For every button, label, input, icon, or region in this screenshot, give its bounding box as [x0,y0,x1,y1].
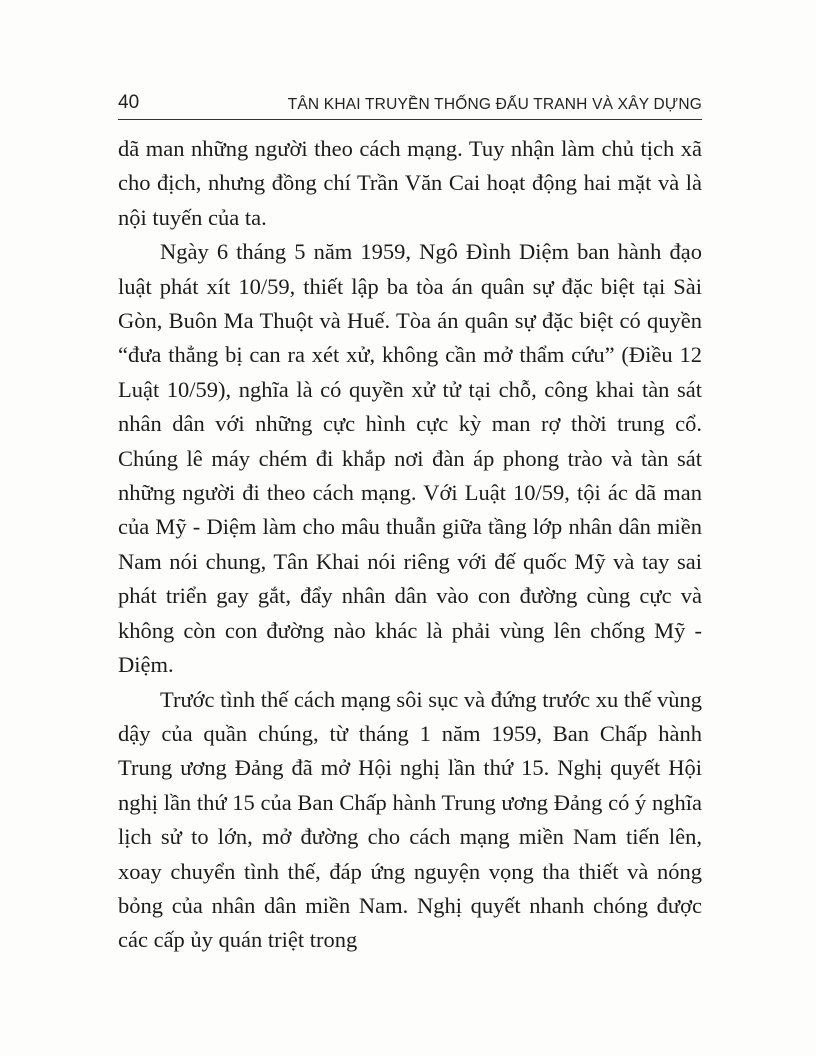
body-text [118,132,702,958]
page-number: 40 [118,92,140,113]
paragraph-law-10-59: Ngày 6 tháng 5 năm 1959, Ngô Đình Diệm ban hành đạo luật phát xít 10/59, thiết lập ba tòa án quân sự đặc biệt tại Sài Gòn, Buôn Ma Thuột và Huế. Tòa án quân sự đặc biệt có quyền “đưa thẳng bị can ra xét xử, không cần mở thẩm cứu” (Điều 12 Luật 10/59), nghĩa là có quyền xử tử tại chỗ, công khai tàn sát nhân dân với những cực hình cực kỳ man rợ thời trung cổ. Chúng lê máy chém đi khắp nơi đàn áp phong trào và tàn sát những người đi theo cách mạng. Với Luật 10/59, tội ác dã man của Mỹ - Diệm làm cho mâu thuẫn giữa tầng lớp nhân dân miền Nam nói chung, Tân Khai nói riêng với đế quốc Mỹ và tay sai phát triển gay gắt, đẩy nhân dân vào con đường cùng cực và không còn con đường nào khác là phải vùng lên chống Mỹ - Diệm. [118,239,702,678]
paragraph-continued: dã man những người theo cách mạng. Tuy nhận làm chủ tịch xã cho địch, nhưng đồng chí Trần Văn Cai hoạt động hai mặt và là nội tuyến của ta. [118,136,702,230]
running-title: TÂN KHAI TRUYỀN THỐNG ĐẤU TRANH VÀ XÂY DỰNG [287,96,702,113]
header-divider [118,119,702,120]
paragraph-resolution-15: Trước tình thế cách mạng sôi sục và đứng trước xu thế vùng dậy của quần chúng, từ tháng 1 năm 1959, Ban Chấp hành Trung ương Đảng đã mở Hội nghị lần thứ 15. Nghị quyết Hội nghị lần thứ 15 của Ban Chấp hành Trung ương Đảng có ý nghĩa lịch sử to lớn, mở đường cho cách mạng miền Nam tiến lên, xoay chuyển tình thế, đáp ứng nguyện vọng tha thiết và nóng bỏng của nhân dân miền Nam. Nghị quyết nhanh chóng được các cấp ủy quán triệt trong [118,686,702,953]
page-header [118,86,702,114]
